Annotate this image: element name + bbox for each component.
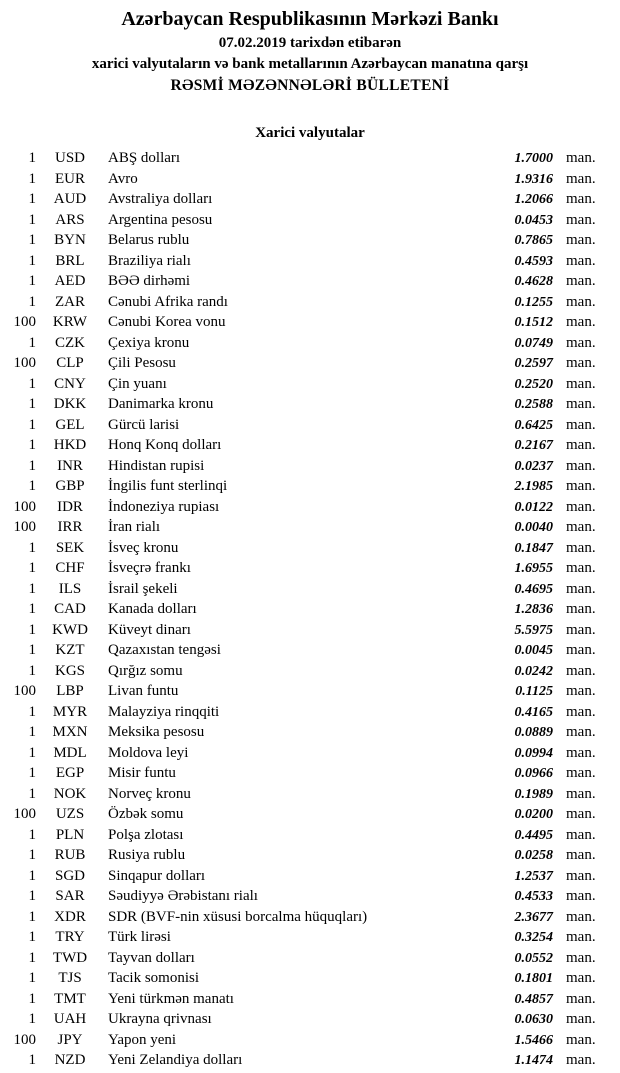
currency-row <box>0 333 597 354</box>
currency-name: Cənubi Afrika randı <box>108 293 228 310</box>
unit-label: man. <box>566 1011 596 1027</box>
currency-row <box>0 804 597 825</box>
currency-name: Yapon yeni <box>108 1031 177 1048</box>
currency-code: BRL <box>55 252 85 269</box>
unit-label: man. <box>566 334 596 351</box>
currency-rate: 0.7865 <box>514 233 553 248</box>
currency-row <box>0 1030 597 1051</box>
currency-rate: 0.0258 <box>514 848 553 863</box>
currency-row <box>0 538 597 559</box>
currency-quantity: 1 <box>28 888 36 904</box>
currency-rate: 0.4695 <box>514 581 553 597</box>
currency-row <box>0 599 597 620</box>
currency-name: Türk lirəsi <box>108 929 171 945</box>
currency-row <box>0 620 597 641</box>
currency-quantity: 1 <box>28 601 36 617</box>
currency-rate: 0.0994 <box>514 745 553 761</box>
unit-label: man. <box>566 437 596 453</box>
unit-label: man. <box>566 683 596 699</box>
unit-label: man. <box>566 908 596 925</box>
currency-name: Yeni Zelandiya dolları <box>108 1052 243 1068</box>
currency-quantity: 1 <box>28 1052 36 1068</box>
currency-name: Avro <box>108 170 138 187</box>
currency-row <box>0 230 597 251</box>
currency-row <box>0 866 597 887</box>
currency-quantity: 1 <box>28 478 36 494</box>
currency-row <box>0 476 597 497</box>
unit-label: man. <box>566 1052 596 1068</box>
currency-rate: 0.4495 <box>514 827 553 843</box>
effective-date-line: 07.02.2019 tarixdən etibarən <box>218 35 402 51</box>
unit-label: man. <box>566 990 596 1007</box>
currency-quantity: 1 <box>28 539 36 556</box>
currency-code: KWD <box>52 621 88 638</box>
currency-code: GEL <box>55 416 85 433</box>
unit-label: man. <box>566 621 596 638</box>
currency-code: ARS <box>55 211 85 228</box>
currency-rate: 0.0749 <box>514 335 553 351</box>
currency-code: NZD <box>54 1052 86 1068</box>
currency-row <box>0 517 597 538</box>
currency-rate: 5.5975 <box>514 622 553 638</box>
currency-quantity: 1 <box>28 744 36 761</box>
currency-name: Danimarka kronu <box>108 396 214 412</box>
currency-name: Gürcü larisi <box>108 416 180 433</box>
currency-row <box>0 292 597 313</box>
unit-label: man. <box>566 929 596 945</box>
currency-row <box>0 886 597 907</box>
currency-quantity: 100 <box>13 806 36 822</box>
currency-rates-table <box>0 148 620 1071</box>
unit-label: man. <box>566 970 596 986</box>
currency-row <box>0 456 597 477</box>
currency-rate: 0.4165 <box>514 704 553 720</box>
currency-quantity: 1 <box>28 970 36 986</box>
unit-label: man. <box>566 785 596 802</box>
currency-row <box>0 989 597 1010</box>
currency-row <box>0 394 597 415</box>
unit-label: man. <box>566 1031 596 1048</box>
currency-code: GBP <box>55 478 85 494</box>
unit-label: man. <box>566 211 596 228</box>
currency-quantity: 1 <box>28 867 36 884</box>
currency-row <box>0 558 597 579</box>
unit-label: man. <box>566 744 596 761</box>
page-title: Azərbaycan Respublikasının Mərkəzi Bankı <box>121 8 499 30</box>
unit-label: man. <box>566 498 596 515</box>
currency-code: TJS <box>58 970 82 986</box>
currency-code: INR <box>57 457 83 474</box>
currency-name: İsrail şekeli <box>108 580 178 597</box>
currency-name: Qazaxıstan tengəsi <box>108 642 221 658</box>
currency-code: DKK <box>53 396 87 412</box>
currency-quantity: 1 <box>28 908 36 925</box>
currency-name: Ukrayna qrivnası <box>108 1011 212 1027</box>
currency-row <box>0 169 597 190</box>
currency-code: AED <box>54 273 86 289</box>
currency-name: Meksika pesosu <box>108 724 205 740</box>
currency-quantity: 1 <box>28 273 36 289</box>
currency-row <box>0 784 597 805</box>
currency-code: UAH <box>53 1011 87 1027</box>
currency-rate: 0.4857 <box>514 991 553 1007</box>
currency-quantity: 100 <box>13 314 36 330</box>
currency-name: BƏƏ dirhəmi <box>108 273 191 289</box>
unit-label: man. <box>566 150 596 166</box>
currency-rate: 0.4533 <box>514 889 553 904</box>
currency-quantity: 1 <box>28 170 36 187</box>
currency-code: ILS <box>58 580 82 597</box>
currency-quantity: 1 <box>28 232 36 248</box>
currency-row <box>0 271 597 292</box>
unit-label: man. <box>566 703 596 720</box>
currency-code: MXN <box>52 724 88 740</box>
currency-name: Rusiya rublu <box>108 847 186 863</box>
currency-name: Kanada dolları <box>108 601 197 617</box>
currency-row <box>0 189 597 210</box>
currency-quantity: 1 <box>28 457 36 474</box>
currency-code: PLN <box>55 826 85 843</box>
currency-quantity: 100 <box>13 519 36 535</box>
currency-name: Tayvan dolları <box>108 949 195 966</box>
currency-rate: 1.6955 <box>514 561 553 576</box>
currency-rate: 0.0045 <box>514 643 553 658</box>
currency-code: LBP <box>56 683 84 699</box>
currency-rate: 1.9316 <box>514 171 553 187</box>
currency-quantity: 1 <box>28 929 36 945</box>
currency-code: TMT <box>54 990 86 1007</box>
currency-quantity: 1 <box>28 1011 36 1027</box>
currency-row <box>0 948 597 969</box>
currency-quantity: 1 <box>28 826 36 843</box>
currency-quantity: 1 <box>28 785 36 802</box>
currency-code: IRR <box>57 519 83 535</box>
currency-rate: 0.0889 <box>514 725 553 740</box>
currency-name: Yeni türkmən manatı <box>108 990 234 1007</box>
currency-row <box>0 845 597 866</box>
currency-code: BYN <box>54 232 86 248</box>
unit-label: man. <box>566 457 596 474</box>
currency-rate: 2.1985 <box>514 479 553 494</box>
currency-code: SEK <box>55 539 85 556</box>
currency-name: Qırğız somu <box>108 662 183 679</box>
currency-row <box>0 579 597 600</box>
currency-quantity: 1 <box>28 150 36 166</box>
currency-rate: 0.2167 <box>514 438 553 453</box>
currency-code: XDR <box>54 908 86 925</box>
section-title-foreign-currencies: Xarici valyutalar <box>255 125 365 141</box>
currency-code: RUB <box>54 847 86 863</box>
unit-label: man. <box>566 191 596 207</box>
currency-quantity: 1 <box>28 396 36 412</box>
currency-rate: 0.3254 <box>514 930 553 945</box>
currency-rate: 1.2836 <box>514 602 553 617</box>
currency-code: EUR <box>55 170 85 187</box>
currency-rate: 0.1512 <box>514 315 553 330</box>
currency-code: CAD <box>54 601 86 617</box>
currency-row <box>0 722 597 743</box>
currency-name: Tacik somonisi <box>108 970 200 986</box>
currency-name: İran rialı <box>108 519 161 535</box>
currency-code: USD <box>54 150 85 166</box>
currency-quantity: 1 <box>28 662 36 679</box>
currency-rate: 0.4628 <box>514 274 553 289</box>
currency-quantity: 1 <box>28 847 36 863</box>
currency-code: CZK <box>55 334 85 351</box>
currency-rate: 1.7000 <box>514 151 553 166</box>
currency-row <box>0 251 597 272</box>
currency-code: KRW <box>52 314 88 330</box>
currency-name: Çexiya kronu <box>108 334 190 351</box>
currency-row <box>0 374 597 395</box>
currency-code: MDL <box>53 744 87 761</box>
currency-name: Avstraliya dolları <box>108 191 213 207</box>
currency-rate: 0.2520 <box>514 376 553 392</box>
currency-row <box>0 927 597 948</box>
currency-code: CLP <box>56 355 84 371</box>
currency-row <box>0 825 597 846</box>
currency-name: İndoneziya rupiası <box>108 498 220 515</box>
currency-quantity: 1 <box>28 580 36 597</box>
currency-rate: 0.1989 <box>514 786 553 802</box>
currency-quantity: 1 <box>28 375 36 392</box>
currency-row <box>0 353 597 374</box>
currency-row <box>0 1009 597 1030</box>
unit-label: man. <box>566 642 596 658</box>
unit-label: man. <box>566 170 596 187</box>
currency-code: TWD <box>52 949 88 966</box>
currency-quantity: 100 <box>13 1031 36 1048</box>
currency-rate: 0.0237 <box>514 458 553 474</box>
currency-row <box>0 435 597 456</box>
currency-name: İsveçrə frankı <box>108 560 191 576</box>
unit-label: man. <box>566 314 596 330</box>
unit-label: man. <box>566 765 596 781</box>
currency-quantity: 1 <box>28 293 36 310</box>
currency-quantity: 1 <box>28 990 36 1007</box>
currency-code: MYR <box>52 703 88 720</box>
currency-row <box>0 681 597 702</box>
currency-name: Çin yuanı <box>108 375 167 392</box>
currency-name: Misir funtu <box>108 765 176 781</box>
currency-row <box>0 210 597 231</box>
unit-label: man. <box>566 375 596 392</box>
currency-code: SAR <box>55 888 85 904</box>
currency-quantity: 1 <box>28 437 36 453</box>
currency-row <box>0 415 597 436</box>
currency-name: Sinqapur dolları <box>108 867 206 884</box>
unit-label: man. <box>566 867 596 884</box>
unit-label: man. <box>566 560 596 576</box>
currency-quantity: 1 <box>28 642 36 658</box>
currency-rate: 0.2588 <box>514 397 553 412</box>
currency-name: Argentina pesosu <box>108 211 213 228</box>
currency-name: Moldova leyi <box>108 744 189 761</box>
currency-code: CHF <box>55 560 85 576</box>
currency-code: TRY <box>55 929 85 945</box>
currency-name: Braziliya rialı <box>108 252 191 269</box>
bulletin-header <box>0 0 620 96</box>
currency-rate: 0.0630 <box>514 1012 553 1027</box>
unit-label: man. <box>566 580 596 597</box>
currency-quantity: 1 <box>28 334 36 351</box>
currency-row <box>0 661 597 682</box>
currency-code: IDR <box>57 498 83 515</box>
currency-name: Honq Konq dolları <box>108 437 222 453</box>
currency-code: HKD <box>53 437 87 453</box>
currency-name: Livan funtu <box>108 683 179 699</box>
currency-quantity: 1 <box>28 724 36 740</box>
currency-rate: 0.0966 <box>514 766 553 781</box>
currency-row <box>0 763 597 784</box>
currency-quantity: 1 <box>28 621 36 638</box>
currency-row <box>0 702 597 723</box>
currency-rate: 0.4593 <box>514 253 553 269</box>
unit-label: man. <box>566 232 596 248</box>
unit-label: man. <box>566 273 596 289</box>
subtitle-line: xarici valyutaların və bank metallarının Azərbaycan manatına qarşı <box>91 56 529 72</box>
unit-label: man. <box>566 949 596 966</box>
currency-code: ZAR <box>55 293 85 310</box>
unit-label: man. <box>566 252 596 269</box>
unit-label: man. <box>566 539 596 556</box>
currency-quantity: 1 <box>28 949 36 966</box>
currency-name: ABŞ dolları <box>108 150 181 166</box>
currency-rate: 1.2066 <box>514 192 553 207</box>
currency-rate: 0.0453 <box>514 212 553 228</box>
currency-quantity: 100 <box>13 683 36 699</box>
currency-quantity: 100 <box>13 498 36 515</box>
currency-quantity: 1 <box>28 560 36 576</box>
unit-label: man. <box>566 416 596 433</box>
currency-code: JPY <box>57 1031 83 1048</box>
currency-rate: 0.1125 <box>515 684 553 699</box>
currency-name: Belarus rublu <box>108 232 190 248</box>
currency-row <box>0 148 597 169</box>
currency-rate: 0.1255 <box>514 294 553 310</box>
unit-label: man. <box>566 355 596 371</box>
currency-code: CNY <box>54 375 86 392</box>
unit-label: man. <box>566 724 596 740</box>
unit-label: man. <box>566 478 596 494</box>
currency-quantity: 1 <box>28 703 36 720</box>
unit-label: man. <box>566 293 596 310</box>
currency-rate: 0.1847 <box>514 540 553 556</box>
currency-rate: 0.0122 <box>514 499 553 515</box>
currency-quantity: 1 <box>28 191 36 207</box>
unit-label: man. <box>566 519 596 535</box>
currency-name: Səudiyyə Ərəbistanı rialı <box>108 888 258 904</box>
currency-rate: 1.1474 <box>514 1053 553 1068</box>
currency-rate: 0.0552 <box>514 950 553 966</box>
currency-row <box>0 743 597 764</box>
currency-code: KZT <box>55 642 85 658</box>
currency-rate: 1.5466 <box>514 1032 553 1048</box>
currency-name: Çili Pesosu <box>108 355 176 371</box>
currency-row <box>0 968 597 989</box>
currency-row <box>0 497 597 518</box>
currency-name: Özbək somu <box>108 806 184 822</box>
currency-rate: 1.2537 <box>514 868 553 884</box>
currency-name: Malayziya rinqqiti <box>108 703 220 720</box>
currency-rate: 0.2597 <box>514 356 553 371</box>
currency-row <box>0 640 597 661</box>
currency-code: KGS <box>54 662 85 679</box>
currency-row <box>0 907 597 928</box>
currency-code: EGP <box>55 765 85 781</box>
unit-label: man. <box>566 396 596 412</box>
currency-code: AUD <box>53 191 87 207</box>
unit-label: man. <box>566 888 596 904</box>
currency-rate: 0.6425 <box>514 417 553 433</box>
unit-label: man. <box>566 847 596 863</box>
currency-code: NOK <box>53 785 87 802</box>
currency-name: Cənubi Korea vonu <box>108 314 226 330</box>
currency-name: İngilis funt sterlinqi <box>108 478 228 494</box>
currency-quantity: 1 <box>28 252 36 269</box>
currency-quantity: 1 <box>28 416 36 433</box>
currency-name: Polşa zlotası <box>108 826 184 843</box>
unit-label: man. <box>566 806 596 822</box>
currency-name: Küveyt dinarı <box>108 621 191 638</box>
currency-quantity: 100 <box>13 355 36 371</box>
unit-label: man. <box>566 826 596 843</box>
currency-rate: 2.3677 <box>514 909 553 925</box>
bulletin-title: RƏSMİ MƏZƏNNƏLƏRİ BÜLLETENİ <box>170 77 450 94</box>
currency-rate: 0.0040 <box>514 520 553 535</box>
currency-rate: 0.1801 <box>514 971 553 986</box>
currency-name: Hindistan rupisi <box>108 457 205 474</box>
unit-label: man. <box>566 662 596 679</box>
currency-rate: 0.0242 <box>514 663 553 679</box>
currency-row <box>0 312 597 333</box>
currency-rate: 0.0200 <box>514 807 553 822</box>
currency-code: SGD <box>54 867 85 884</box>
currency-quantity: 1 <box>28 765 36 781</box>
currency-row <box>0 1050 597 1071</box>
currency-quantity: 1 <box>28 211 36 228</box>
unit-label: man. <box>566 601 596 617</box>
currency-name: Norveç kronu <box>108 785 191 802</box>
currency-name: SDR (BVF-nin xüsusi borcalma hüquqları) <box>108 908 368 925</box>
currency-name: İsveç kronu <box>108 539 179 556</box>
currency-code: UZS <box>55 806 85 822</box>
